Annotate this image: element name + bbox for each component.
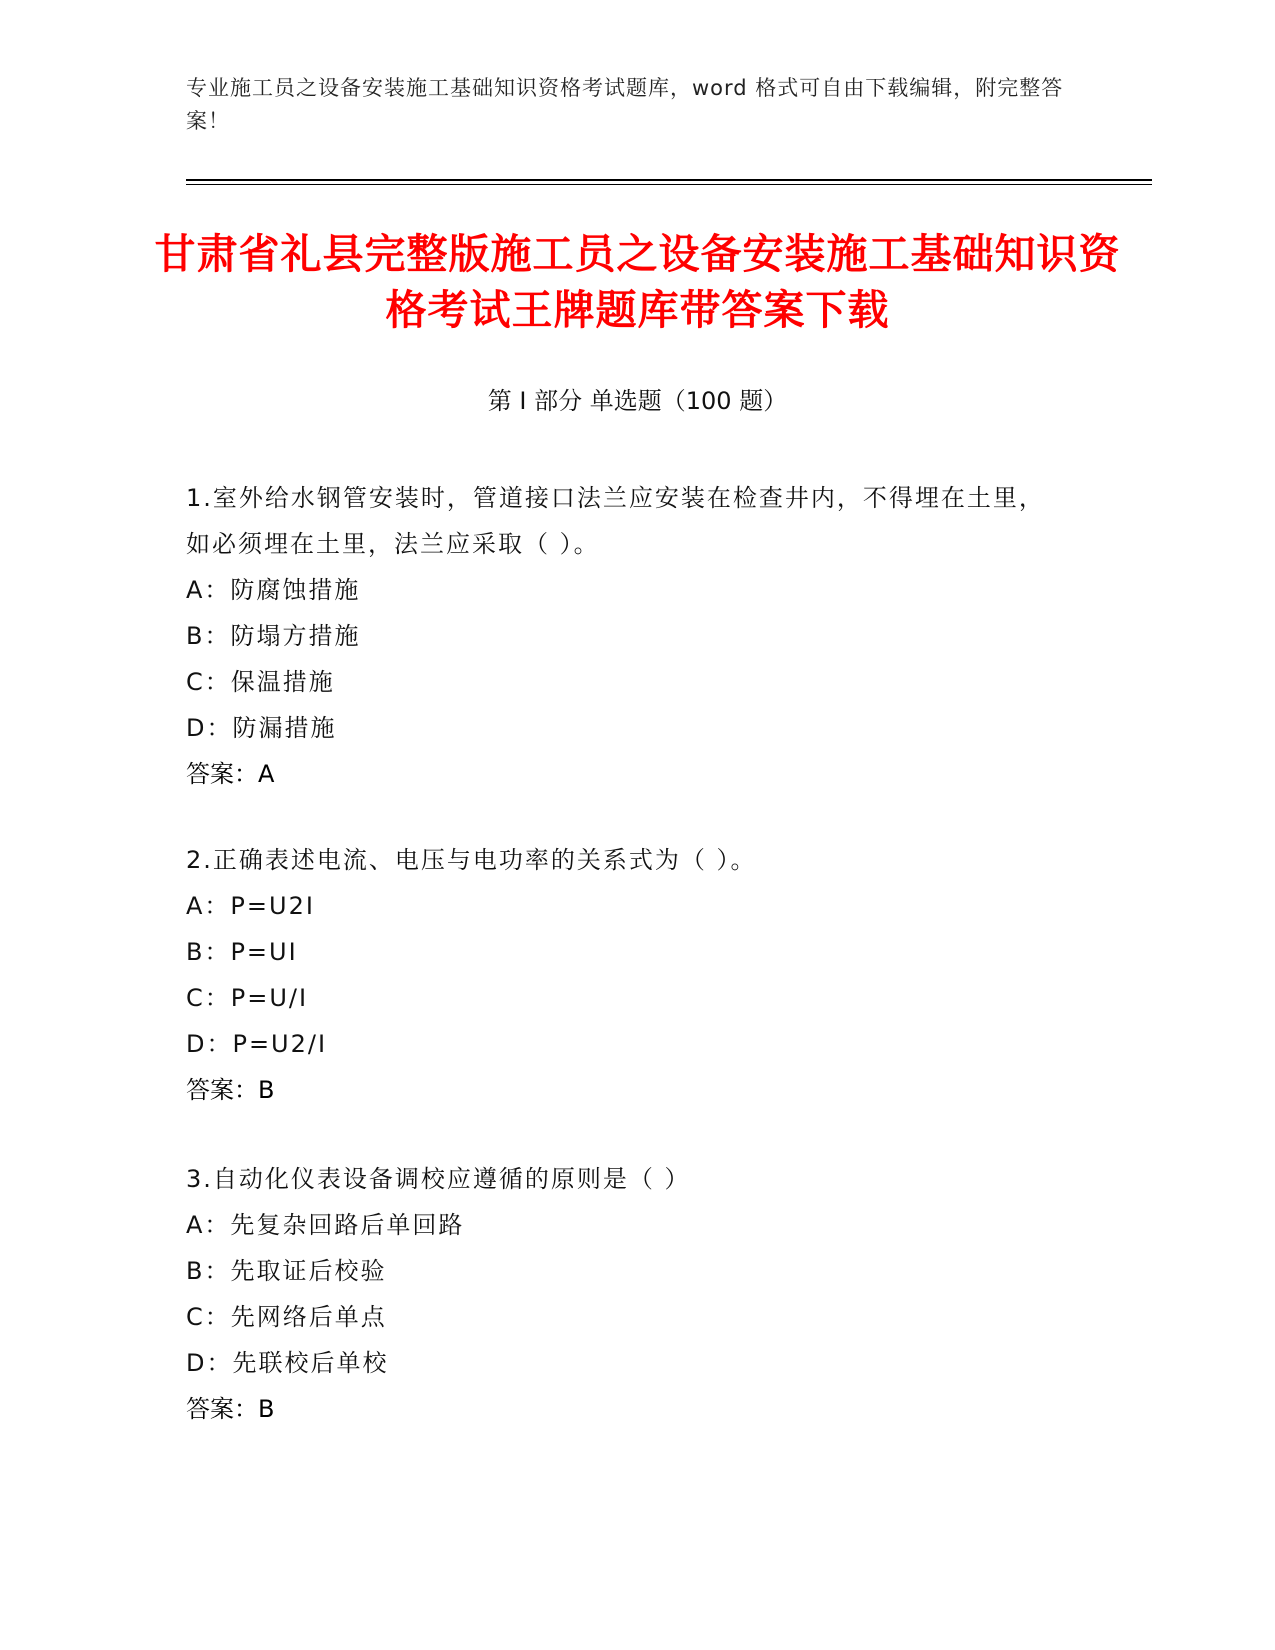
- option-a: A：P=U2I: [186, 892, 315, 920]
- question-3: [186, 1156, 1066, 1432]
- answer-line: 答案：A: [186, 760, 275, 788]
- option-b: B：防塌方措施: [186, 622, 361, 650]
- header-divider-top: [186, 179, 1152, 181]
- option-d: D：先联校后单校: [186, 1349, 389, 1377]
- header-note: 专业施工员之设备安装施工基础知识资格考试题库，word 格式可自由下载编辑，附完整答案！: [186, 76, 1064, 133]
- question-stem: 1.室外给水钢管安装时，管道接口法兰应安装在检查井内，不得埋在土里，如必须埋在土里，法兰应采取（ ）。: [186, 484, 1045, 558]
- question-2: [186, 837, 1066, 1113]
- section-heading: 第 I 部分 单选题（100 题）: [487, 387, 788, 415]
- option-b: B：P=UI: [186, 938, 298, 966]
- option-b: B：先取证后校验: [186, 1257, 387, 1285]
- question-stem: 2.正确表述电流、电压与电功率的关系式为（ ）。: [186, 846, 757, 874]
- option-a: A：防腐蚀措施: [186, 576, 361, 604]
- option-a: A：先复杂回路后单回路: [186, 1211, 465, 1239]
- option-c: C：保温措施: [186, 668, 335, 696]
- option-c: C：先网络后单点: [186, 1303, 387, 1331]
- answer-line: 答案：B: [186, 1076, 275, 1104]
- question-stem: 3.自动化仪表设备调校应遵循的原则是（ ）: [186, 1165, 691, 1193]
- answer-line: 答案：B: [186, 1395, 275, 1423]
- option-c: C：P=U/I: [186, 984, 309, 1012]
- option-d: D：P=U2/I: [186, 1030, 328, 1058]
- header-divider-bottom: [186, 184, 1152, 185]
- document-title: 甘肃省礼县完整版施工员之设备安装施工基础知识资格考试王牌题库带答案下载: [154, 230, 1121, 334]
- question-1: [186, 475, 1066, 797]
- option-d: D：防漏措施: [186, 714, 337, 742]
